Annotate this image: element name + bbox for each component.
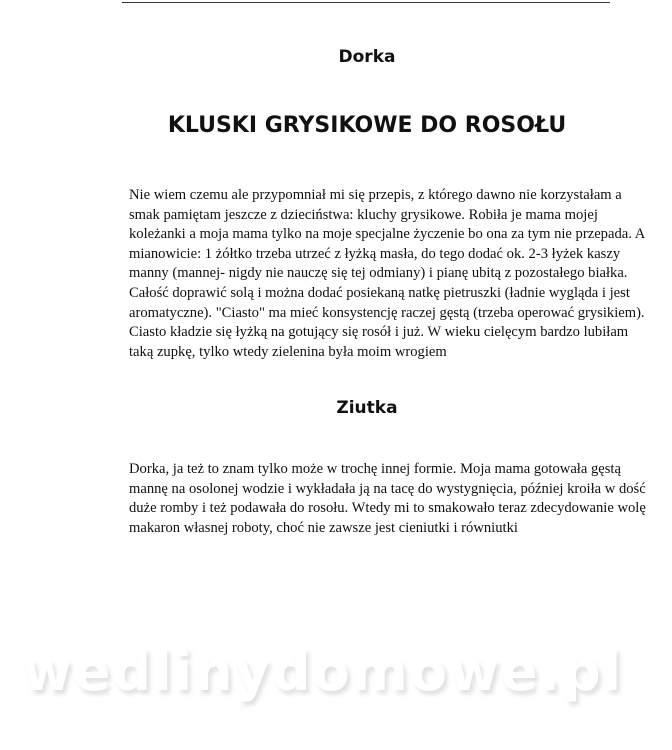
text-line: Całość doprawić solą i można dodać posiekaną natkę pietruszki (ładnie wygląda i jest xyxy=(129,284,630,301)
top-rule xyxy=(122,2,610,3)
text-line: mianowicie: 1 żółtko trzeba utrzeć z łyżką masła, do tego dodać ok. 2-3 łyżek kaszy xyxy=(129,245,621,262)
text-line: smak pamiętam jeszcze z dzieciństwa: kluchy grysikowe. Robiła je mama mojej xyxy=(129,206,598,223)
watermark: wedlinydomowe.pl xyxy=(22,640,624,703)
reply-author: Ziutka xyxy=(336,398,398,418)
text-line: Ciasto kładzie się łyżką na gotujący się rosół i już. W wieku cielęcym bardzo lubiłam xyxy=(129,324,629,341)
recipe-title: KLUSKI GRYSIKOWE DO ROSOŁU xyxy=(167,113,567,138)
text-line: taką zupkę, tylko wtedy zielenina była moim wrogiem xyxy=(129,343,447,360)
text-line: manny (mannej- nigdy nie nauczę się tej odmiany) i pianę ubitą z pozostałego białka. xyxy=(129,265,628,282)
text-line: Nie wiem czemu ale przypomniał mi się przepis, z którego dawno nie korzystałam a xyxy=(129,187,622,203)
text-line: aromatyczne). "Ciasto" ma mieć konsystencję raczej gęstą (trzeba operować grysikiem). xyxy=(129,304,645,321)
text-line: duże romby i też podawała do rosołu. Wtedy mi to smakowało teraz zdecydowanie wolę xyxy=(129,500,646,517)
reply-body xyxy=(129,460,646,538)
text-line: makaron własnej roboty, choć nie zawsze jest cieniutki i równiutki xyxy=(129,519,518,536)
post-body xyxy=(129,186,646,362)
text-line: koleżanki a moja mama tylko na moje specjalne życzenie bo ona za tym nie przepada. A xyxy=(129,226,646,243)
text-line: Dorka, ja też to znam tylko może w trochę innej formie. Moja mama gotowała gęstą xyxy=(129,461,621,477)
post-author: Dorka xyxy=(338,47,396,67)
text-line: mannę na osolonej wodzie i wykładała ją na tacę do wystygnięcia, później kroiła w dość xyxy=(129,480,646,497)
